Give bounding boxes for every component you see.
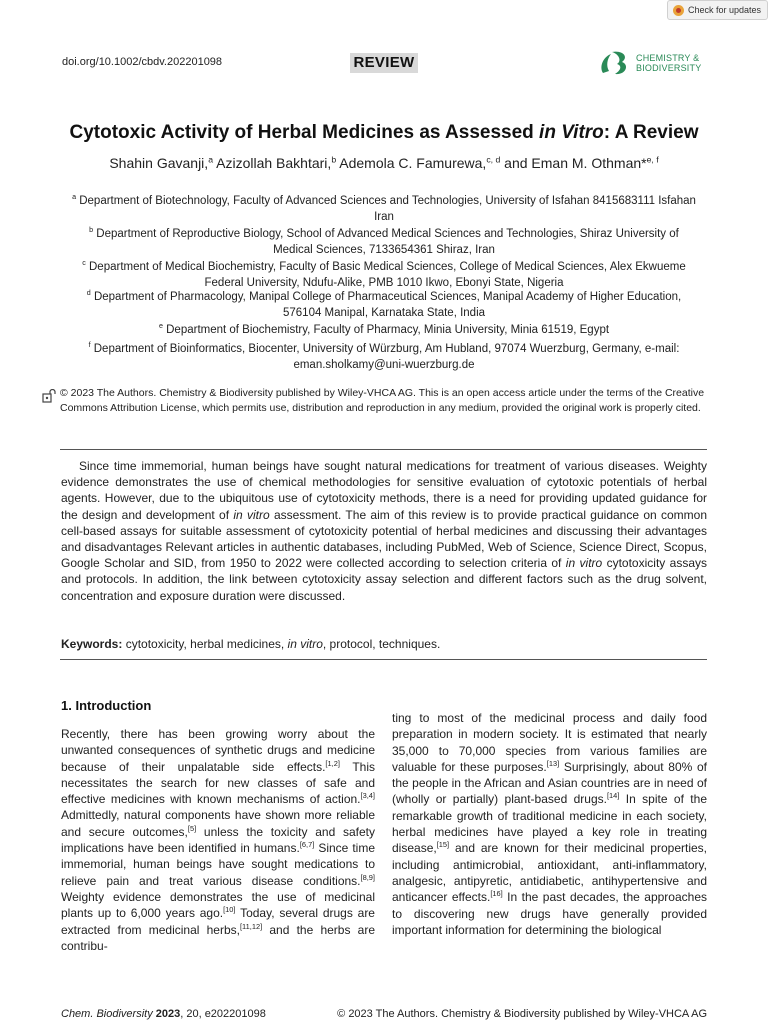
text-run: Surprisingly, about 80% of the people in the African and Asian countries are in need of (wholly or partially) plant-based drugs. <box>392 759 707 807</box>
affiliation <box>70 289 698 321</box>
text-run: Weighty evidence demonstrates the use of medicinal plants up to 6,000 years ago. <box>61 889 375 921</box>
text-run: In the past decades, the approaches to discovering new drugs have generally provided important information for determining the biological <box>392 890 707 937</box>
article-title <box>0 122 768 144</box>
citation-ref: [6,7] <box>299 840 315 850</box>
citation-ref: [5] <box>187 823 197 833</box>
citation-year: 2023 <box>152 1008 181 1020</box>
citation-ref: [15] <box>436 840 450 850</box>
citation-ref: [14] <box>606 791 620 801</box>
page-footer <box>61 1008 707 1020</box>
text-run: assessment. The aim of this review is to provide practical guidance on common cell-based assays for suitable assessment of cytotoxicity potential of herbal medicines and discussing their advantages and disadvantages Relevant articles in authentic databases, including PubMed, Web of Science, Science Direct, Scopus, Google Scholar and SID, from 1950 to 2022 were collected according to selection criteria of <box>61 507 708 571</box>
affiliation-text: Department of Reproductive Biology, School of Advanced Medical Sciences and Technologies, Shiraz University of Medical Sciences, 7133654361 Shiraz, Iran <box>93 228 679 256</box>
affiliation <box>70 193 698 225</box>
journal-logo-icon <box>597 49 631 77</box>
open-access-icon <box>42 389 56 403</box>
title-italic: in Vitro <box>539 122 604 143</box>
citation-ref: [16] <box>490 889 503 899</box>
text-run: This necessitates the search for new classes of safe and effective medicines with known mechanisms of action. <box>61 759 375 807</box>
text-run: cytotoxicity assays and protocols. In addition, the link between cytotoxicity assay selection and different factors such as the drug solvent, concentration and exposure duration were discussed. <box>61 556 708 603</box>
affiliation <box>70 341 698 373</box>
divider <box>60 449 707 450</box>
text-run: Recently, there has been growing worry about the unwanted consequences of synthetic drugs and medicine because of their unpalatable side effects. <box>61 727 375 774</box>
author-affiliation-mark: b <box>331 154 337 165</box>
text-run: Admittedly, natural components have shown more reliable and secure outcomes, <box>61 808 375 839</box>
citation-ref: [8,9] <box>360 872 375 882</box>
text-run: in vitro <box>233 507 270 522</box>
affiliation-mark: e <box>158 322 163 331</box>
citation-ref: [13] <box>546 758 560 768</box>
section-heading: 1. Introduction <box>61 698 152 713</box>
author-affiliation-mark: e, f <box>646 154 659 165</box>
text-run: Since time immemorial, human beings have sought medications to relieve pain and treat various disease conditions. <box>61 841 376 888</box>
text-run: ting to most of the medicinal process and daily food preparation in modern society. It is estimated that nearly 35,000 to 70,000 species from various families are valuable for these purposes. <box>392 711 707 774</box>
author-name: Shahin Gavanji, <box>109 155 209 171</box>
affiliation-mark: b <box>89 226 94 235</box>
citation-ref: [1,2] <box>325 758 340 768</box>
check-for-updates-button[interactable] <box>667 0 768 20</box>
text-run: unless the toxicity and safety implications have been identified in humans. <box>61 824 376 856</box>
author-name: Azizollah Bakhtari, <box>213 155 332 171</box>
author-list <box>0 155 768 171</box>
journal-logo <box>597 49 717 77</box>
citation <box>61 1008 266 1020</box>
text-run: in vitro <box>287 637 323 651</box>
journal-name: Chem. Biodiversity <box>61 1008 153 1020</box>
body-column-left <box>61 726 375 954</box>
author-affiliation-mark: c, d <box>486 154 501 165</box>
text-run: In spite of the remarkable growth of traditional medicine in each society, herbal medicines have played a key role in treating disease, <box>392 792 707 856</box>
affiliation-mark: c <box>82 259 86 268</box>
journal-logo-line2: BIODIVERSITY <box>636 63 702 73</box>
title-part: : A Review <box>603 122 699 143</box>
author-name: and Eman M. Othman* <box>500 155 647 171</box>
open-access-notice: © 2023 The Authors. Chemistry & Biodiversity published by Wiley-VHCA AG. This is an open access article under the terms of the Creative Commons Attribution License, which permits use, distribution and reproduction in any medium, provided the original work is properly cited. <box>60 387 705 414</box>
affiliation-mark: d <box>86 289 91 298</box>
text-run: cytotoxicity, herbal medicines, <box>122 637 288 651</box>
text-run: in vitro <box>565 556 603 571</box>
citation-volume: , 20, e202201098 <box>180 1008 266 1020</box>
footer-copyright: © 2023 The Authors. Chemistry & Biodiversity published by Wiley-VHCA AG <box>337 1008 707 1020</box>
citation-ref: [11,12] <box>239 921 263 931</box>
affiliation <box>70 259 698 291</box>
citation-ref: [10] <box>223 905 236 915</box>
keywords-list <box>122 637 440 651</box>
doi-link[interactable]: doi.org/10.1002/cbdv.202201098 <box>62 56 223 68</box>
affiliation-mark: f <box>88 341 91 350</box>
affiliation-text: Department of Biochemistry, Faculty of Pharmacy, Minia University, Minia 61519, Egypt <box>162 324 610 336</box>
section-label: REVIEW <box>350 53 418 73</box>
text-run: Today, several drugs are extracted from medicinal herbs, <box>61 906 375 937</box>
author-name: Ademola C. Famurewa, <box>336 155 487 171</box>
affiliation <box>70 322 698 338</box>
citation-ref: [3,4] <box>360 791 375 801</box>
body-column-right <box>392 710 707 938</box>
journal-logo-line1: CHEMISTRY & <box>636 53 700 63</box>
update-icon <box>673 5 684 16</box>
title-part: Cytotoxic Activity of Herbal Medicines as Assessed <box>69 122 540 143</box>
check-for-updates-label: Check for updates <box>688 5 762 15</box>
affiliation-text: Department of Medical Biochemistry, Faculty of Basic Medical Sciences, College of Medical Sciences, Alex Ekwueme Federal University, Ndufu-Alike, PMB 1010 Ikwo, Ebonyi State, Nigeria <box>85 261 686 289</box>
text-run: and are known for their medicinal properties, including antimicrobial, antioxidant, anti-inflammatory, analgesic, antipyretic, antidiabetic, antihypertensive and anticancer effects. <box>392 841 707 905</box>
affiliation-mark: a <box>72 193 77 202</box>
divider <box>60 659 707 660</box>
abstract <box>61 458 707 604</box>
affiliation-text: Department of Biotechnology, Faculty of Advanced Sciences and Technologies, University of Isfahan 8415683111 Isfahan Iran <box>76 195 696 223</box>
text-run: and the herbs are contribu- <box>61 922 375 953</box>
affiliation-text: Department of Pharmacology, Manipal College of Pharmaceutical Sciences, Manipal Academy of Higher Education, 576104 Manipal, Karnataka State, India <box>90 291 682 319</box>
keywords-label: Keywords: <box>61 637 123 651</box>
affiliation <box>70 226 698 258</box>
author-affiliation-mark: a <box>208 154 214 165</box>
text-run: , protocol, techniques. <box>322 637 441 651</box>
text-run: Since time immemorial, human beings have sought natural medications for treatment of various diseases. Weighty evidence demonstrates the use of chemical methodologies for sensitive evaluation of cytotoxic potentials of herbal agents. However, due to the ubiquitous use of cytotoxicity methods, there is a need for providing updated guidance for the design and development of <box>61 459 707 522</box>
keywords <box>61 637 440 651</box>
affiliation-text: Department of Bioinformatics, Biocenter, University of Würzburg, Am Hubland, 97074 Wuerzburg, Germany, e-mail: eman.sholkamy@uni-wuerzburg.de <box>90 343 680 371</box>
